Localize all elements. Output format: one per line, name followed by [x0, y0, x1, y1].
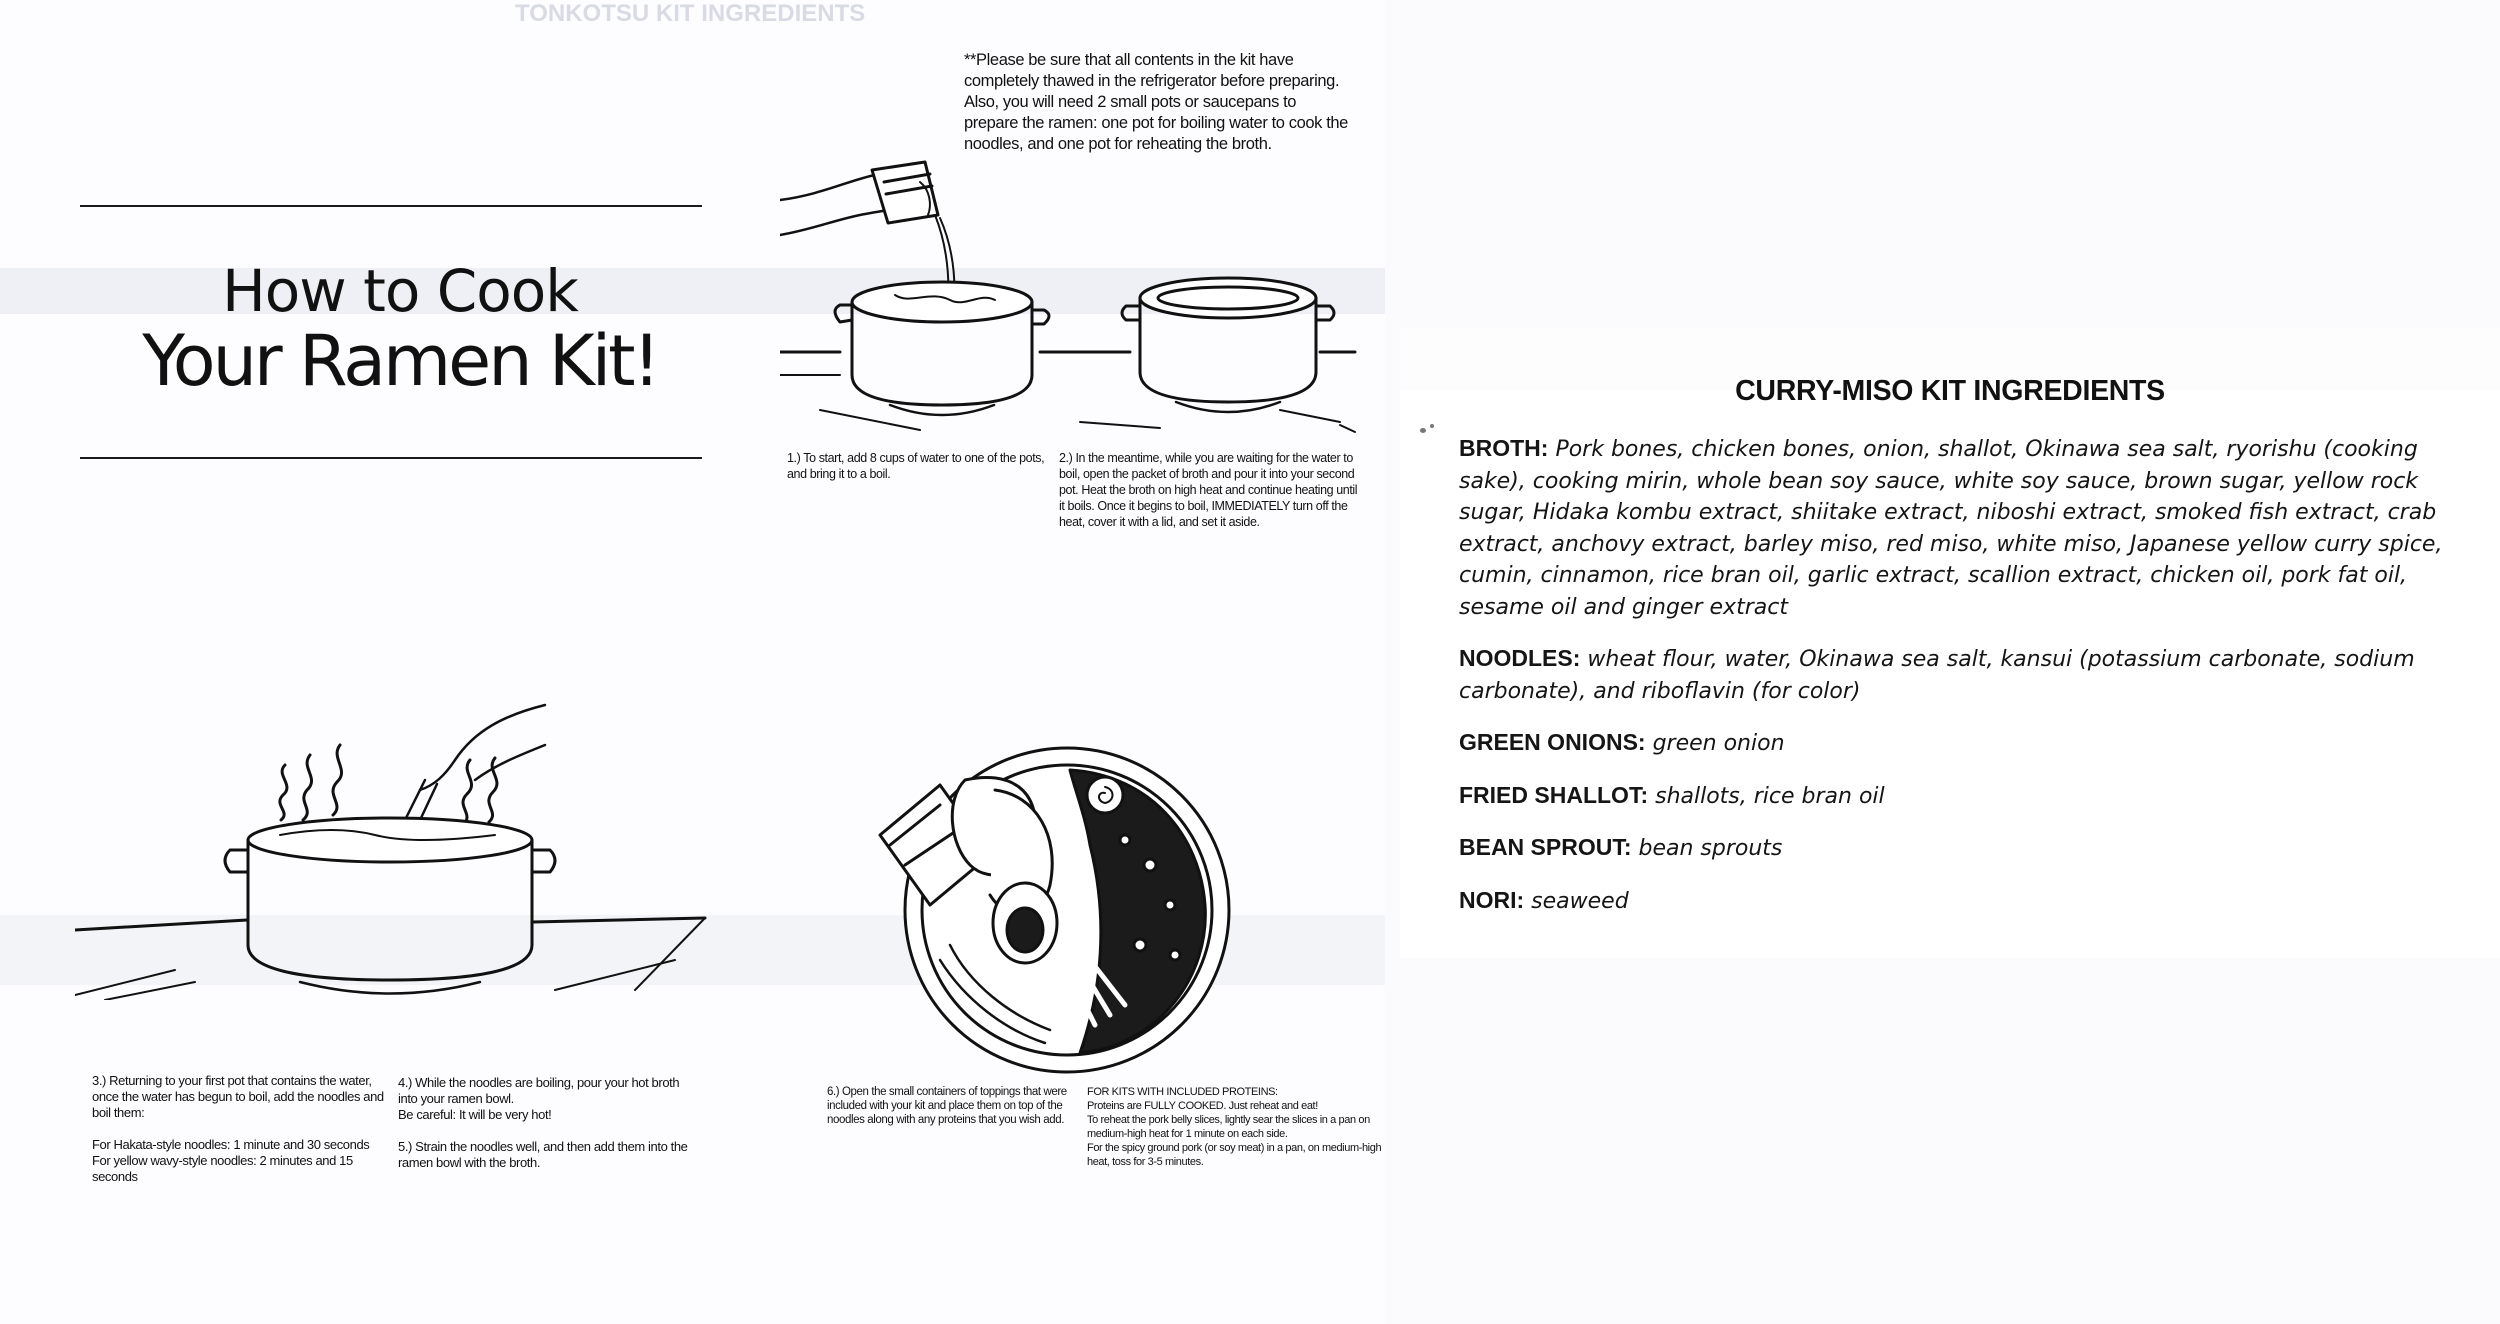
bleed-through-heading: TONKOTSU KIT INGREDIENTS [515, 0, 866, 27]
ingredients-card [1400, 328, 2500, 958]
ingredient-broth [1459, 433, 2489, 623]
ingredient-green-onions [1459, 727, 2489, 760]
scan-speck [1420, 428, 1426, 433]
title-line-2: Your Ramen Kit! [142, 320, 658, 402]
title-rule-bottom [80, 457, 702, 459]
ingredient-label: BEAN SPROUT: [1459, 834, 1632, 860]
ingredient-value: seaweed [1531, 888, 1629, 914]
ingredient-label: BROTH: [1459, 435, 1549, 461]
ramen-bowl-illustration [870, 745, 1240, 1075]
ingredient-value: wheat flour, water, Okinawa sea salt, kansui (potassium carbonate, sodium carbonate), and riboflavin (for color) [1459, 647, 2415, 704]
two-pots-illustration [780, 160, 1360, 445]
ingredient-value: green onion [1652, 731, 1785, 756]
step-3: 3.) Returning to your first pot that contains the water, once the water has begun to boil, add the noodles and boil them: For Hakata-style noodles: 1 minute and 30 seconds For yellow wavy-style noodles: 2 minutes and 15 seconds [92, 1073, 384, 1184]
ingredient-value: bean sprouts [1638, 836, 1783, 861]
step-6: 6.) Open the small containers of toppings that were included with your kit and place them on top of the noodles along with any proteins that you wish add. [827, 1086, 1067, 1126]
page-title [100, 257, 700, 402]
ingredient-fried-shallot [1459, 780, 2489, 813]
title-rule-top [80, 205, 702, 207]
proteins-note: FOR KITS WITH INCLUDED PROTEINS: Proteins are FULLY COOKED. Just reheat and eat! To reheat the pork belly slices, lightly sear the slices in a pan on medium-high heat for 1 minute on each side. For the spicy ground pork (or soy meat) in a pan, on medium-high heat, toss for 3-5 minutes. [1087, 1086, 1382, 1168]
ingredients-title: CURRY-MISO KIT INGREDIENTS [1735, 375, 2165, 407]
thaw-note: **Please be sure that all contents in the kit have completely thawed in the refrigerator before preparing. Also, you will need 2 small pots or saucepans to prepare the ramen: one pot for boiling water to cook the noodles, and one pot for reheating the broth. [964, 51, 1348, 153]
step-2: 2.) In the meantime, while you are waiting for the water to boil, open the packet of broth and pour it into your second pot. Heat the broth on high heat and continue heating until it boils. Once it begins to boil, IMMEDIATELY turn off the heat, cover it with a lid, and set it aside. [1059, 451, 1358, 529]
ingredient-label: FRIED SHALLOT: [1459, 781, 1649, 808]
scan-speck [1430, 424, 1434, 428]
ingredient-nori [1459, 885, 2489, 918]
ingredient-noodles [1459, 643, 2489, 707]
ingredient-value: Pork bones, chicken bones, onion, shallot, Okinawa sea salt, ryorishu (cooking sake), cooking mirin, whole bean soy sauce, white soy sauce, brown sugar, yellow rock sugar, Hidaka kombu extract, shiitake extract, niboshi extract, smoked fish extract, crab extract, anchovy extract, barley miso, red miso, white miso, Japanese yellow curry spice, cumin, cinnamon, rice bran oil, garlic extract, scallion extract, chicken oil, pork fat oil, sesame oil and ginger extract [1459, 437, 2443, 620]
title-line-1: How to Cook [222, 257, 578, 325]
ingredient-label: NORI: [1459, 886, 1525, 913]
boiling-pot-illustration [75, 700, 715, 1000]
ingredient-label: GREEN ONIONS: [1459, 729, 1646, 755]
step-1: 1.) To start, add 8 cups of water to one of the pots, and bring it to a boil. [787, 451, 1045, 481]
ingredient-label: NOODLES: [1459, 645, 1581, 671]
ingredient-bean-sprout [1459, 832, 2489, 865]
ingredient-value: shallots, rice bran oil [1655, 783, 1885, 809]
ingredients-list [1459, 433, 2489, 937]
step-4-and-5: 4.) While the noodles are boiling, pour your hot broth into your ramen bowl. Be careful: It will be very hot! 5.) Strain the noodles well, and then add them into the ramen bowl with the broth. [398, 1075, 688, 1170]
